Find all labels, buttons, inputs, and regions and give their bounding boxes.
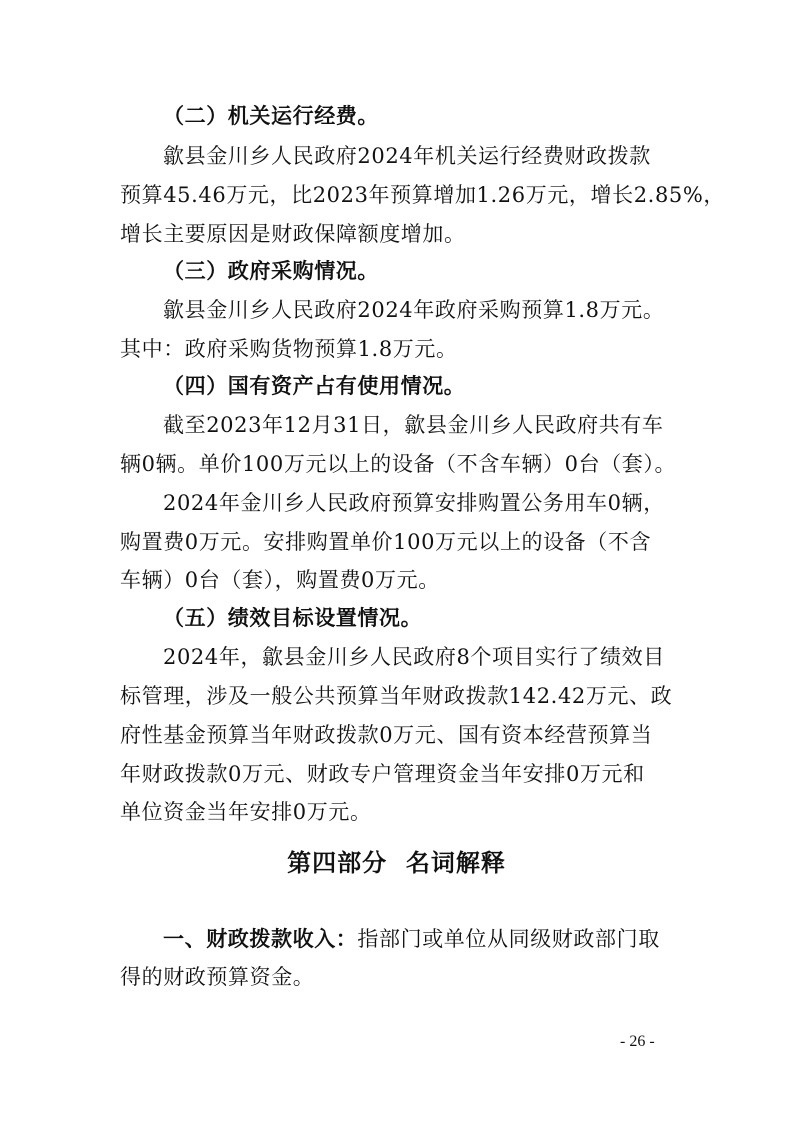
paragraph-line: 预算45.46万元，比2023年预算增加1.26万元，增长2.85%， [120, 183, 726, 207]
part-title: 第四部分 名词解释 [287, 849, 506, 877]
paragraph-line: 标管理，涉及一般公共预算当年财政拨款142.42万元、政 [120, 684, 673, 708]
definition-term: 一、财政拨款收入： [163, 927, 358, 951]
paragraph-line: 车辆）0台（套），购置费0万元。 [120, 568, 440, 592]
definition-line-2: 得的财政预算资金。 [120, 965, 315, 989]
paragraph-line: 购置费0万元。安排购置单价100万元以上的设备（不含 [120, 530, 652, 554]
paragraph-line: 年财政拨款0万元、财政专户管理资金当年安排0万元和 [120, 762, 645, 786]
page-number: - 26 - [620, 1033, 655, 1050]
paragraph-line: 府性基金预算当年财政拨款0万元、国有资本经营预算当 [120, 723, 653, 747]
section-heading-2: （二）机关运行经费。 [163, 104, 379, 128]
paragraph-line: 单位资金当年安排0万元。 [120, 800, 372, 824]
paragraph-line: 增长主要原因是财政保障额度增加。 [120, 222, 466, 246]
definition-text: 指部门或单位从同级财政部门取 [357, 927, 660, 951]
section-heading-4: （四）国有资产占有使用情况。 [163, 374, 466, 398]
paragraph-line: 歙县金川乡人民政府2024年机关运行经费财政拨款 [163, 144, 651, 168]
paragraph-line: 截至2023年12月31日，歙县金川乡人民政府共有车 [163, 413, 664, 437]
section-heading-3: （三）政府采购情况。 [163, 259, 379, 283]
paragraph-line: 2024年金川乡人民政府预算安排购置公务用车0辆， [163, 491, 665, 515]
section-heading-5: （五）绩效目标设置情况。 [163, 606, 423, 630]
paragraph-line: 2024年，歙县金川乡人民政府8个项目实行了绩效目 [163, 645, 665, 669]
paragraph-line: 其中：政府采购货物预算1.8万元。 [120, 337, 458, 361]
definition-line [163, 926, 660, 952]
paragraph-line: 歙县金川乡人民政府2024年政府采购预算1.8万元。 [163, 298, 665, 322]
paragraph-line: 辆0辆。单价100万元以上的设备（不含车辆）0台（套）。 [120, 452, 677, 476]
